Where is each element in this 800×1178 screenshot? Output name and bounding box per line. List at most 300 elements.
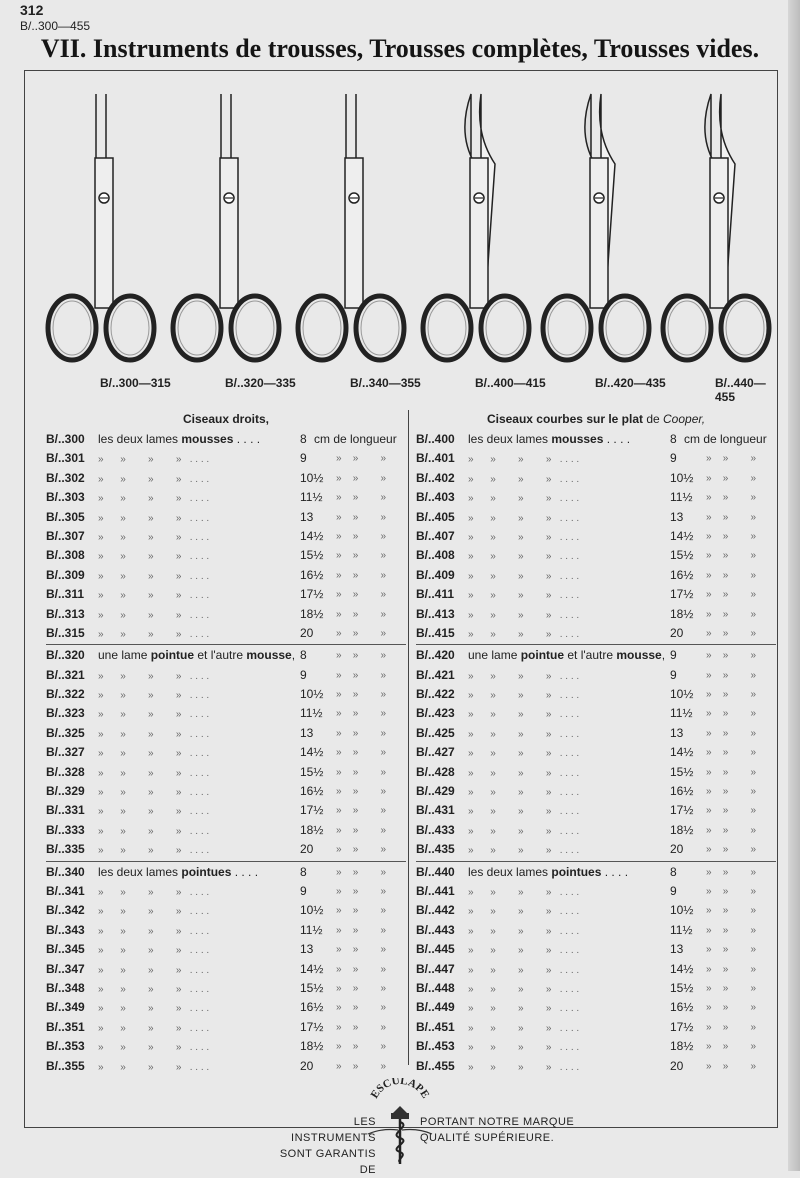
item-size: 9 [300, 667, 307, 682]
item-code: B/..320 [46, 648, 85, 663]
table-row [46, 605, 406, 624]
ditto-tail: » » » [706, 1002, 757, 1014]
item-code: B/..409 [416, 567, 455, 582]
item-size: 8 [300, 432, 307, 446]
ditto-tail: » » » [336, 1002, 387, 1014]
table-row [416, 763, 776, 782]
table-row [46, 704, 406, 723]
ditto-marks: » » » » . . . . [468, 628, 580, 640]
item-description: les deux lames pointues . . . . [468, 864, 629, 879]
ditto-marks: » » » » . . . . [468, 728, 580, 740]
item-description: les deux lames pointues . . . . [98, 864, 259, 879]
item-size: 8 [670, 432, 677, 446]
table-row [416, 901, 776, 920]
ditto-tail: » » » [336, 472, 387, 484]
item-code: B/..441 [416, 883, 455, 898]
item-code: B/..448 [416, 980, 455, 995]
right-heading-de: de [643, 412, 664, 426]
item-code: B/..322 [46, 687, 85, 702]
item-size: 15½ [670, 980, 694, 995]
ditto-tail: » » » [706, 1041, 757, 1053]
ditto-tail: » » » [706, 627, 757, 639]
right-column [416, 410, 776, 1076]
ditto-tail: » » » [336, 924, 387, 936]
item-size: 13 [300, 509, 314, 524]
item-size: 10½ [670, 470, 694, 485]
table-row [416, 921, 776, 940]
item-size: 18½ [300, 1039, 324, 1054]
figure-caption: B/..420—435 [595, 376, 666, 390]
footer-right-text [420, 1114, 574, 1146]
ditto-marks: » » » » . . . . [468, 983, 580, 995]
table-row [46, 1037, 406, 1056]
item-code: B/..343 [46, 922, 85, 937]
ditto-marks: » » » » . . . . [468, 709, 580, 721]
page-edge-shadow [788, 0, 800, 1171]
item-size: 20 [670, 625, 684, 640]
right-heading-text: Ciseaux courbes sur le plat [486, 412, 643, 426]
item-code: B/..353 [46, 1039, 85, 1054]
item-size: 15½ [300, 548, 324, 563]
item-size: 9 [670, 648, 677, 663]
item-description: les deux lames mousses . . . . [468, 432, 631, 446]
ditto-marks: » » » » . . . . [98, 767, 210, 779]
item-size: 20 [300, 842, 314, 857]
item-size: 8 [670, 864, 677, 879]
ditto-marks: » » » » . . . . [98, 570, 210, 582]
page-title: VII. Instruments de trousses, Trousses complètes, Trousses vides. [40, 34, 760, 63]
ditto-tail: » » » [706, 747, 757, 759]
item-size: 15½ [300, 980, 324, 995]
item-code: B/..309 [46, 567, 85, 582]
item-code: B/..433 [416, 822, 455, 837]
ditto-marks: » » » » . . . . [468, 925, 580, 937]
ditto-marks: » » » » . . . . [468, 1003, 580, 1015]
ditto-marks: » » » » . . . . [468, 670, 580, 682]
item-code: B/..408 [416, 548, 455, 563]
item-code: B/..407 [416, 528, 455, 543]
ditto-marks: » » » » . . . . [98, 787, 210, 799]
ditto-marks: » » » » . . . . [98, 1042, 210, 1054]
item-size: 17½ [670, 587, 694, 602]
ditto-marks: » » » » . . . . [468, 964, 580, 976]
table-row [416, 1018, 776, 1037]
item-size: 16½ [300, 567, 324, 582]
table-row [416, 704, 776, 723]
ditto-tail: » » » [336, 982, 387, 994]
item-code: B/..447 [416, 961, 455, 976]
ditto-tail: » » » [706, 844, 757, 856]
item-code: B/..325 [46, 725, 85, 740]
ditto-tail: » » » [706, 472, 757, 484]
group-separator [416, 644, 776, 645]
table-row [416, 527, 776, 546]
table-row [416, 1057, 776, 1076]
item-code: B/..411 [416, 587, 455, 602]
ditto-tail: » » » [706, 492, 757, 504]
table-row [416, 840, 776, 859]
item-code: B/..451 [416, 1019, 455, 1034]
item-size: 15½ [670, 548, 694, 563]
ditto-tail: » » » [706, 805, 757, 817]
table-row [416, 863, 776, 882]
ditto-marks: » » » » . . . . [468, 906, 580, 918]
table-row [46, 960, 406, 979]
ditto-marks: » » » » . . . . [98, 512, 210, 524]
item-code: B/..440 [416, 864, 455, 879]
figure-caption: B/..340—355 [350, 376, 421, 390]
item-code: B/..340 [46, 864, 85, 879]
table-row [416, 449, 776, 468]
ditto-tail: » » » [336, 589, 387, 601]
ditto-tail: » » » [336, 530, 387, 542]
table-row [416, 979, 776, 998]
item-code: B/..313 [46, 606, 85, 621]
item-code: B/..422 [416, 687, 455, 702]
logo-text: ESCULAPE [368, 1078, 432, 1101]
ditto-marks: » » » » . . . . [468, 1061, 580, 1073]
item-description: une lame pointue et l'autre mousse, [468, 648, 666, 663]
figure-caption: B/..400—415 [475, 376, 546, 390]
right-heading-italic: Cooper, [663, 412, 706, 426]
item-code: B/..405 [416, 509, 455, 524]
ditto-marks: » » » » . . . . [468, 845, 580, 857]
table-row [416, 940, 776, 959]
table-row [46, 508, 406, 527]
ditto-marks: » » » » . . . . [98, 886, 210, 898]
footer-right-line1: PORTANT NOTRE MARQUE [420, 1116, 575, 1128]
table-row [416, 998, 776, 1017]
figure-caption: B/..300—315 [100, 376, 171, 390]
item-size: 8 [300, 864, 307, 879]
item-code: B/..455 [416, 1058, 455, 1073]
item-size: 14½ [300, 961, 324, 976]
item-code: B/..327 [46, 745, 85, 760]
table-row [46, 566, 406, 585]
ditto-tail: » » » [706, 1021, 757, 1033]
scissors-figure [290, 88, 410, 378]
item-size: 10½ [300, 687, 324, 702]
item-code: B/..323 [46, 706, 85, 721]
item-code: B/..415 [416, 625, 455, 640]
table-row [416, 782, 776, 801]
item-size: 9 [670, 883, 677, 898]
item-code: B/..449 [416, 1000, 455, 1015]
scissors-illustrations [30, 88, 770, 404]
ditto-marks: » » » » . . . . [98, 709, 210, 721]
item-code: B/..345 [46, 942, 85, 957]
size-unit: cm de longueur [684, 432, 767, 446]
group-separator [416, 861, 776, 862]
item-size: 15½ [670, 764, 694, 779]
item-code: B/..413 [416, 606, 455, 621]
group-separator [46, 644, 406, 645]
ditto-marks: » » » » . . . . [468, 690, 580, 702]
table-row [416, 508, 776, 527]
ditto-tail: » » » [336, 866, 387, 878]
ditto-tail: » » » [706, 608, 757, 620]
ditto-marks: » » » » . . . . [98, 1022, 210, 1034]
ditto-tail: » » » [336, 944, 387, 956]
table-row [46, 430, 406, 449]
ditto-tail: » » » [706, 589, 757, 601]
item-size: 13 [670, 942, 684, 957]
ditto-marks: » » » » . . . . [468, 609, 580, 621]
item-size: 14½ [670, 745, 694, 760]
ditto-tail: » » » [336, 1021, 387, 1033]
table-row [416, 585, 776, 604]
table-row [46, 840, 406, 859]
ditto-tail: » » » [336, 492, 387, 504]
ditto-marks: » » » » . . . . [468, 886, 580, 898]
item-code: B/..349 [46, 1000, 85, 1015]
table-row [416, 488, 776, 507]
table-row [46, 1057, 406, 1076]
page-range: B/..300—455 [20, 19, 91, 33]
ditto-tail: » » » [336, 786, 387, 798]
ditto-tail: » » » [706, 708, 757, 720]
item-code: B/..425 [416, 725, 455, 740]
ditto-marks: » » » » . . . . [468, 570, 580, 582]
ditto-marks: » » » » . . . . [468, 531, 580, 543]
table-row [416, 430, 776, 449]
item-code: B/..341 [46, 883, 85, 898]
ditto-marks: » » » » . . . . [98, 906, 210, 918]
ditto-marks: » » » » . . . . [98, 825, 210, 837]
table-row [416, 801, 776, 820]
ditto-marks: » » » » . . . . [98, 590, 210, 602]
item-code: B/..307 [46, 528, 85, 543]
item-size: 16½ [300, 784, 324, 799]
table-row [46, 624, 406, 643]
ditto-tail: » » » [706, 944, 757, 956]
item-code: B/..301 [46, 451, 85, 466]
left-column-heading: Ciseaux droits, [182, 412, 270, 426]
item-code: B/..333 [46, 822, 85, 837]
item-code: B/..429 [416, 784, 455, 799]
ditto-tail: » » » [706, 963, 757, 975]
item-code: B/..300 [46, 432, 85, 446]
table-row [416, 821, 776, 840]
item-code: B/..421 [416, 667, 455, 682]
item-code: B/..348 [46, 980, 85, 995]
table-row [416, 666, 776, 685]
item-code: B/..321 [46, 667, 85, 682]
item-size: 18½ [670, 1039, 694, 1054]
item-code: B/..403 [416, 490, 455, 505]
item-size: 16½ [300, 1000, 324, 1015]
item-code: B/..402 [416, 470, 455, 485]
item-code: B/..329 [46, 784, 85, 799]
table-row [416, 605, 776, 624]
item-size: 11½ [300, 706, 323, 721]
ditto-marks: » » » » . . . . [98, 964, 210, 976]
table-row [416, 566, 776, 585]
item-code: B/..302 [46, 470, 85, 485]
item-size: 9 [300, 883, 307, 898]
ditto-marks: » » » » . . . . [468, 454, 580, 466]
size-unit: cm de longueur [314, 432, 397, 446]
item-code: B/..431 [416, 803, 455, 818]
item-code: B/..443 [416, 922, 455, 937]
ditto-marks: » » » » . . . . [98, 493, 210, 505]
right-column-heading [416, 410, 776, 430]
ditto-tail: » » » [706, 866, 757, 878]
item-size: 17½ [300, 587, 324, 602]
item-size: 11½ [670, 922, 693, 937]
item-code: B/..335 [46, 842, 85, 857]
item-size: 17½ [300, 1019, 324, 1034]
ditto-tail: » » » [706, 650, 757, 662]
item-code: B/..355 [46, 1058, 85, 1073]
table-row [46, 782, 406, 801]
ditto-tail: » » » [336, 824, 387, 836]
table-row [416, 469, 776, 488]
ditto-tail: » » » [706, 689, 757, 701]
table-row [416, 624, 776, 643]
item-code: B/..315 [46, 625, 85, 640]
item-size: 18½ [670, 822, 694, 837]
ditto-marks: » » » » . . . . [468, 590, 580, 602]
ditto-marks: » » » » . . . . [98, 748, 210, 760]
ditto-marks: » » » » . . . . [468, 1022, 580, 1034]
item-code: B/..305 [46, 509, 85, 524]
ditto-tail: » » » [706, 1060, 757, 1072]
item-code: B/..420 [416, 648, 455, 663]
ditto-tail: » » » [336, 1060, 387, 1072]
ditto-tail: » » » [336, 650, 387, 662]
table-row [46, 763, 406, 782]
ditto-marks: » » » » . . . . [468, 787, 580, 799]
item-code: B/..308 [46, 548, 85, 563]
item-size: 20 [670, 842, 684, 857]
page-number: 312 [20, 2, 44, 18]
item-size: 11½ [300, 922, 323, 937]
item-size: 13 [670, 725, 684, 740]
ditto-tail: » » » [336, 550, 387, 562]
figure-caption: B/..440—455 [715, 376, 766, 404]
ditto-tail: » » » [706, 824, 757, 836]
ditto-marks: » » » » . . . . [468, 767, 580, 779]
column-divider [408, 410, 409, 1065]
ditto-tail: » » » [706, 511, 757, 523]
item-size: 14½ [300, 745, 324, 760]
item-code: B/..331 [46, 803, 85, 818]
item-size: 10½ [300, 903, 324, 918]
ditto-tail: » » » [706, 550, 757, 562]
item-size: 8 [300, 648, 307, 663]
ditto-marks: » » » » . . . . [98, 945, 210, 957]
item-size: 17½ [300, 803, 324, 818]
ditto-tail: » » » [706, 453, 757, 465]
ditto-marks: » » » » . . . . [98, 690, 210, 702]
item-code: B/..445 [416, 942, 455, 957]
ditto-tail: » » » [336, 669, 387, 681]
item-size: 11½ [670, 490, 693, 505]
ditto-tail: » » » [336, 511, 387, 523]
ditto-tail: » » » [336, 689, 387, 701]
table-row [46, 743, 406, 762]
item-size: 14½ [300, 528, 324, 543]
ditto-tail: » » » [706, 766, 757, 778]
ditto-tail: » » » [336, 608, 387, 620]
table-row [46, 998, 406, 1017]
ditto-tail: » » » [336, 766, 387, 778]
item-size: 18½ [300, 606, 324, 621]
table-row [46, 527, 406, 546]
footer-left-line2: SONT GARANTIS DE [279, 1148, 376, 1176]
item-size: 16½ [670, 784, 694, 799]
ditto-tail: » » » [336, 963, 387, 975]
table-row [46, 449, 406, 468]
ditto-tail: » » » [336, 844, 387, 856]
ditto-tail: » » » [336, 805, 387, 817]
ditto-marks: » » » » . . . . [468, 806, 580, 818]
ditto-tail: » » » [336, 453, 387, 465]
table-row [46, 979, 406, 998]
item-code: B/..342 [46, 903, 85, 918]
item-description: les deux lames mousses . . . . [98, 432, 261, 446]
ditto-marks: » » » » . . . . [98, 728, 210, 740]
table-row [46, 1018, 406, 1037]
item-size: 20 [670, 1058, 684, 1073]
item-size: 18½ [670, 606, 694, 621]
item-code: B/..428 [416, 764, 455, 779]
ditto-marks: » » » » . . . . [98, 531, 210, 543]
ditto-tail: » » » [706, 569, 757, 581]
ditto-tail: » » » [336, 905, 387, 917]
left-column [46, 410, 406, 1076]
ditto-marks: » » » » . . . . [468, 945, 580, 957]
ditto-marks: » » » » . . . . [98, 845, 210, 857]
table-row [46, 882, 406, 901]
ditto-marks: » » » » . . . . [98, 806, 210, 818]
item-code: B/..453 [416, 1039, 455, 1054]
ditto-marks: » » » » . . . . [468, 551, 580, 563]
table-row [46, 585, 406, 604]
item-code: B/..311 [46, 587, 85, 602]
table-row [46, 863, 406, 882]
item-code: B/..303 [46, 490, 85, 505]
ditto-marks: » » » » . . . . [468, 512, 580, 524]
ditto-tail: » » » [706, 727, 757, 739]
ditto-marks: » » » » . . . . [468, 1042, 580, 1054]
item-code: B/..442 [416, 903, 455, 918]
ditto-tail: » » » [336, 1041, 387, 1053]
table-row [416, 1037, 776, 1056]
item-code: B/..435 [416, 842, 455, 857]
item-size: 13 [300, 942, 314, 957]
item-size: 16½ [670, 567, 694, 582]
scissors-figure [165, 88, 285, 378]
table-row [46, 546, 406, 565]
ditto-tail: » » » [706, 530, 757, 542]
item-size: 11½ [300, 490, 323, 505]
ditto-tail: » » » [706, 885, 757, 897]
table-row [46, 801, 406, 820]
ditto-marks: » » » » . . . . [98, 454, 210, 466]
svg-text:ESCULAPE [369, 1078, 432, 1101]
item-size: 10½ [670, 903, 694, 918]
scissors-figure [535, 88, 655, 378]
ditto-marks: » » » » . . . . [468, 748, 580, 760]
item-size: 20 [300, 625, 314, 640]
ditto-tail: » » » [336, 569, 387, 581]
item-code: B/..427 [416, 745, 455, 760]
table-row [46, 821, 406, 840]
ditto-marks: » » » » . . . . [98, 1061, 210, 1073]
ditto-tail: » » » [706, 905, 757, 917]
